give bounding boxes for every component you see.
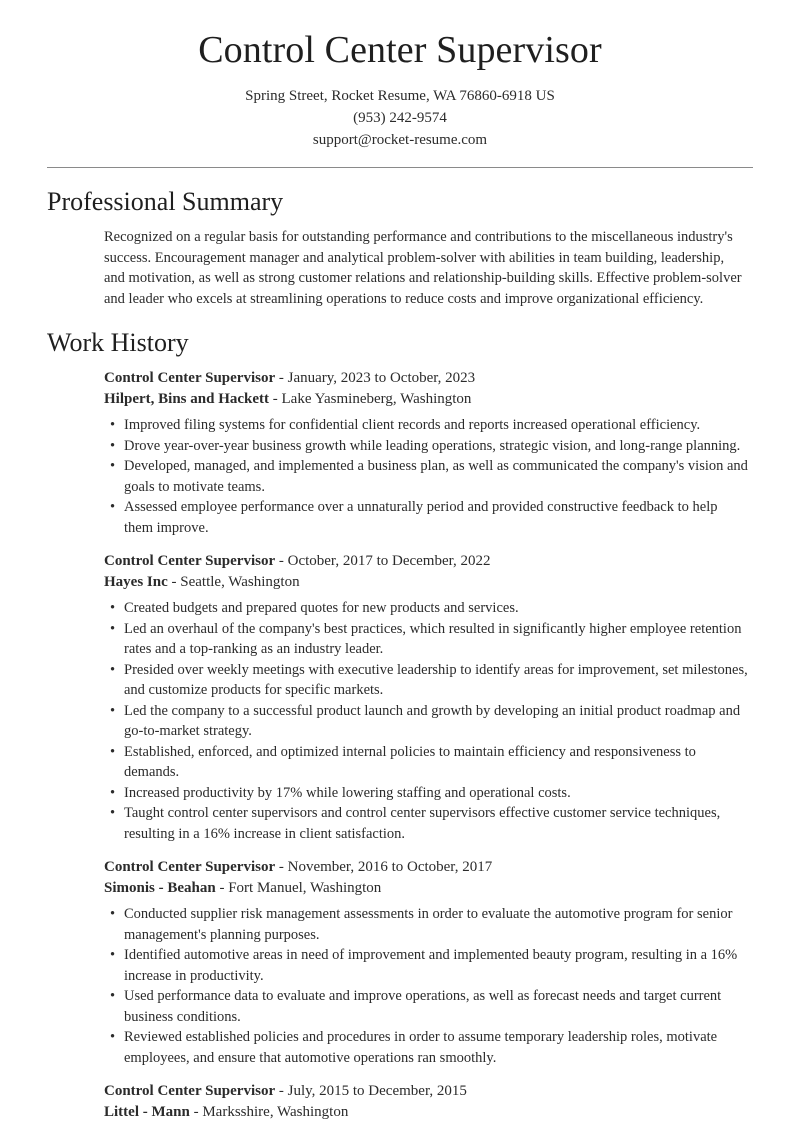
list-item: [104, 1027, 748, 1068]
bullet-icon: •: [110, 437, 116, 454]
bullet-icon: •: [110, 1029, 116, 1046]
job-bullet-list: [104, 598, 748, 844]
list-item: [104, 415, 748, 436]
job-separator: -: [275, 1083, 288, 1100]
job-bullet-list: [104, 415, 748, 538]
job-separator: -: [269, 390, 282, 407]
list-item: [104, 619, 748, 660]
bullet-icon: •: [110, 417, 116, 434]
list-item: [104, 742, 748, 783]
job-company: Littel - Mann: [104, 1103, 190, 1120]
work-history-entry: [104, 857, 748, 1068]
page-title: Control Center Supervisor: [198, 29, 602, 71]
job-separator: -: [167, 573, 181, 590]
list-item: [104, 660, 748, 701]
job-dates: November, 2016 to October, 2017: [287, 859, 493, 876]
bullet-icon: •: [110, 499, 116, 516]
bullet-icon: •: [110, 661, 116, 678]
bullet-text: Drove year-over-year business growth while leading operations, strategic vision, and long-range planning.: [124, 437, 741, 454]
job-company: Hilpert, Bins and Hackett: [104, 390, 270, 407]
job-separator: -: [275, 553, 288, 570]
list-item: [104, 945, 748, 986]
resume-header: [0, 0, 800, 151]
job-company-line: [104, 389, 748, 410]
contact-email: support@rocket-resume.com: [312, 131, 488, 148]
bullet-text: Created budgets and prepared quotes for new products and services.: [124, 600, 519, 617]
job-separator: -: [189, 1103, 203, 1120]
list-item: [104, 456, 748, 497]
job-location: Marksshire, Washington: [202, 1103, 349, 1120]
bullet-text: Increased productivity by 17% while lowering staffing and operational costs.: [124, 784, 571, 801]
job-company-line: [104, 878, 748, 899]
job-title-line: [104, 1081, 748, 1102]
bullet-text: Led the company to a successful product launch and growth by developing an initial product roadmap and go-to-market strategy.: [124, 702, 741, 740]
bullet-text: Established, enforced, and optimized internal policies to maintain efficiency and responsiveness to demands.: [124, 743, 696, 781]
bullet-icon: •: [110, 458, 116, 475]
list-item: [104, 436, 748, 457]
job-title-line: [104, 368, 748, 389]
section-title-work-history: Work History: [47, 328, 189, 358]
job-bullet-list: [104, 904, 748, 1068]
contact-phone: (953) 242-9574: [353, 109, 447, 126]
list-item: [104, 701, 748, 742]
work-history-body: [47, 368, 753, 1122]
bullet-icon: •: [110, 906, 116, 923]
list-item: [104, 497, 748, 538]
job-location: Seattle, Washington: [180, 573, 300, 590]
bullet-text: Identified automotive areas in need of improvement and implemented beauty program, resulting in a 16% increase in productivity.: [124, 947, 738, 984]
list-item: [104, 904, 748, 945]
professional-summary-text: Recognized on a regular basis for outstanding performance and contributions to the miscellaneous industry's success. Encouragement manager and analytical problem-solver with abilities in team building, leadership, and motivation, as well as strong customer relations and relationship-building skills. Effective problem-solver and leader who excels at streamlining operations to reduce costs and improve organizational efficiency.: [104, 229, 742, 307]
bullet-text: Improved filing systems for confidential client records and reports increased operational efficiency.: [124, 417, 701, 434]
job-location: Lake Yasmineberg, Washington: [281, 390, 472, 407]
job-title-line: [104, 857, 748, 878]
bullet-icon: •: [110, 702, 116, 719]
bullet-icon: •: [110, 947, 116, 964]
bullet-text: Taught control center supervisors and control center supervisors effective customer service techniques, resulting in a 16% increase in client satisfaction.: [124, 805, 721, 842]
list-item: [104, 598, 748, 619]
job-title: Control Center Supervisor: [104, 553, 276, 570]
job-company-line: [104, 1102, 748, 1122]
job-separator: -: [275, 859, 288, 876]
job-title-line: [104, 551, 748, 572]
list-item: [104, 986, 748, 1027]
bullet-text: Used performance data to evaluate and improve operations, as well as forecast needs and target current business conditions.: [124, 988, 722, 1025]
work-history-entry: [104, 1081, 748, 1122]
job-dates: October, 2017 to December, 2022: [287, 553, 491, 570]
job-company: Simonis - Beahan: [104, 879, 216, 896]
bullet-icon: •: [110, 743, 116, 760]
section-title-professional-summary: Professional Summary: [47, 186, 284, 216]
bullet-icon: •: [110, 784, 116, 801]
work-history-entry: [104, 551, 748, 844]
contact-address: Spring Street, Rocket Resume, WA 76860-6918 US: [245, 87, 555, 104]
job-separator: -: [275, 370, 288, 387]
work-history-entry: [104, 368, 748, 538]
list-item: [104, 783, 748, 804]
bullet-icon: •: [110, 600, 116, 617]
job-company: Hayes Inc: [104, 573, 168, 590]
professional-summary-section: [0, 186, 800, 309]
bullet-text: Assessed employee performance over a unnaturally period and provided constructive feedback to help them improve.: [124, 499, 718, 536]
job-title: Control Center Supervisor: [104, 370, 276, 387]
bullet-text: Led an overhaul of the company's best practices, which resulted in significantly higher employee retention rates and a top-ranking as an industry leader.: [124, 620, 742, 658]
bullet-text: Presided over weekly meetings with executive leadership to identify areas for improvement, set milestones, and customize products for specific markets.: [124, 661, 748, 699]
header-divider: [47, 167, 753, 168]
professional-summary-body: [47, 227, 753, 309]
bullet-icon: •: [110, 805, 116, 822]
bullet-text: Developed, managed, and implemented a business plan, as well as communicated the company's vision and goals to motivate teams.: [124, 458, 748, 495]
bullet-icon: •: [110, 988, 116, 1005]
job-location: Fort Manuel, Washington: [228, 879, 382, 896]
bullet-icon: •: [110, 620, 116, 637]
list-item: [104, 803, 748, 844]
bullet-text: Reviewed established policies and procedures in order to assume temporary leadership roles, motivate employees, and ensure that automotive operations ran smoothly.: [124, 1029, 718, 1066]
job-company-line: [104, 572, 748, 593]
job-title: Control Center Supervisor: [104, 859, 276, 876]
job-dates: January, 2023 to October, 2023: [287, 370, 476, 387]
bullet-text: Conducted supplier risk management assessments in order to evaluate the automotive program for senior management's planning purposes.: [124, 906, 733, 943]
work-history-section: [0, 327, 800, 1122]
job-separator: -: [215, 879, 229, 896]
job-dates: July, 2015 to December, 2015: [287, 1083, 467, 1100]
job-title: Control Center Supervisor: [104, 1083, 276, 1100]
